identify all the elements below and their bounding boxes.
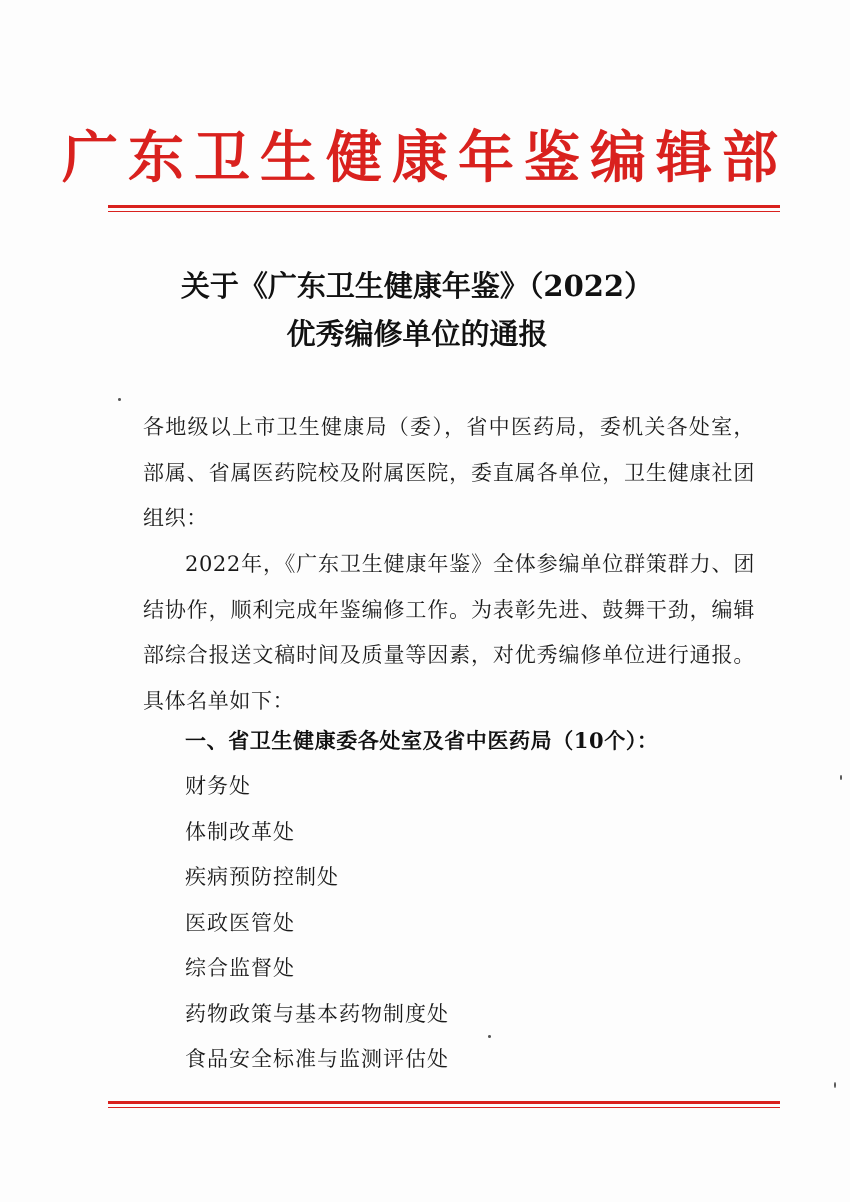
list-item: 综合监督处 (185, 956, 295, 980)
scan-speck (488, 1035, 491, 1038)
document-title-line-2: 优秀编修单位的通报 (286, 317, 548, 351)
footer-divider-thin (108, 1107, 780, 1108)
list-item: 食品安全标准与监测评估处 (185, 1047, 449, 1071)
document-title-line-1: 关于《广东卫生健康年鉴》（2022） (180, 269, 654, 303)
organization-header: 广东卫生健康年鉴编辑部 (62, 125, 788, 191)
unit-list (185, 764, 449, 1083)
salutation-paragraph: 各地级以上市卫生健康局（委），省中医药局，委机关各处室，部属、省属医药院校及附属医院，委直属各单位，卫生健康社团组织： (143, 415, 755, 530)
header-divider-thin (108, 211, 780, 212)
body-paragraph: 2022年，《广东卫生健康年鉴》全体参编单位群策群力、团结协作，顺利完成年鉴编修工作。为表彰先进、鼓舞干劲，编辑部综合报送文稿时间及质量等因素，对优秀编修单位进行通报。具体名单如下： (143, 552, 755, 713)
footer-divider-thick (108, 1101, 780, 1104)
scan-speck (840, 775, 842, 780)
list-item: 药物政策与基本药物制度处 (185, 1001, 449, 1026)
list-item: 疾病预防控制处 (185, 865, 339, 889)
scan-speck (834, 1082, 836, 1088)
scan-speck (118, 398, 121, 401)
section-heading: 一、省卫生健康委各处室及省中医药局（10个）： (185, 728, 659, 753)
list-item: 体制改革处 (185, 819, 295, 844)
header-divider-thick (108, 205, 780, 208)
list-item: 医政医管处 (185, 910, 295, 935)
list-item: 财务处 (185, 774, 251, 798)
